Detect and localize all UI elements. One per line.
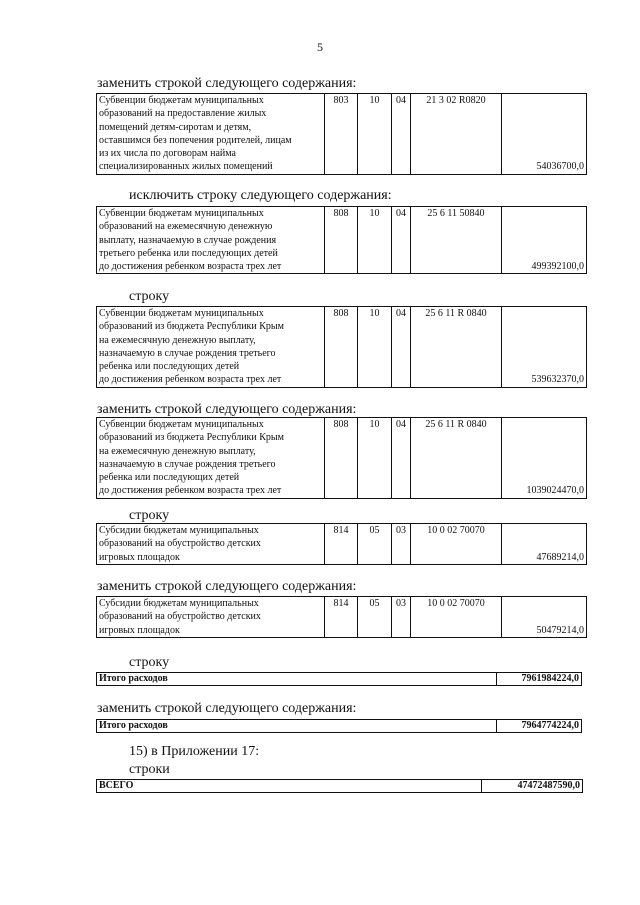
row-description: Субвенции бюджетам муниципальных образований из бюджета Республики Крым на ежемесячную денежную выплату, назначаемую в случае рождения третьего ребенка или последующих детей до достижения ребенком возраста трех лет (97, 418, 325, 499)
row-amount: 539632370,0 (502, 307, 587, 388)
section-heading: строку (129, 289, 170, 304)
total-row-table (96, 719, 582, 733)
total-amount: 7964774224,0 (497, 720, 582, 733)
section-heading: заменить строкой следующего содержания: (97, 402, 357, 417)
subsection-code: 03 (392, 597, 411, 638)
section-code: 10 (358, 418, 392, 499)
row-amount: 54036700,0 (502, 94, 587, 175)
budget-row-table (96, 596, 587, 638)
section-heading: строку (129, 508, 170, 523)
grand-total-table (96, 779, 583, 793)
subsection-code: 04 (392, 94, 411, 175)
budget-row-table (96, 523, 587, 565)
budget-row-table (96, 206, 587, 274)
budget-row-table (96, 93, 587, 175)
section-code: 10 (358, 94, 392, 175)
section-code: 05 (358, 524, 392, 565)
table-row (97, 207, 587, 274)
section-heading: строки (129, 762, 170, 777)
table-row (97, 524, 587, 565)
ministry-code: 808 (325, 207, 358, 274)
page-number: 5 (317, 40, 323, 54)
ministry-code: 814 (325, 597, 358, 638)
appendix-item: 15) в Приложении 17: (129, 744, 260, 759)
target-code: 21 3 02 R0820 (411, 94, 502, 175)
row-amount: 1039024470,0 (502, 418, 587, 499)
table-row (97, 418, 587, 499)
section-heading: заменить строкой следующего содержания: (97, 579, 357, 594)
section-code: 10 (358, 207, 392, 274)
budget-row-table (96, 306, 587, 388)
target-code: 10 0 02 70070 (411, 524, 502, 565)
section-code: 10 (358, 307, 392, 388)
row-description: Субвенции бюджетам муниципальных образований из бюджета Республики Крым на ежемесячную денежную выплату, назначаемую в случае рождения третьего ребенка или последующих детей до достижения ребенком возраста трех лет (97, 307, 325, 388)
total-label: Итого расходов (97, 673, 497, 686)
target-code: 25 6 11 50840 (411, 207, 502, 274)
subsection-code: 03 (392, 524, 411, 565)
section-code: 05 (358, 597, 392, 638)
table-row (97, 307, 587, 388)
grand-total-amount: 47472487590,0 (482, 780, 583, 793)
row-amount: 50479214,0 (502, 597, 587, 638)
target-code: 25 6 11 R 0840 (411, 418, 502, 499)
row-amount: 499392100,0 (502, 207, 587, 274)
row-description: Субвенции бюджетам муниципальных образований на предоставление жилых помещений детям-сиротам и детям, оставшимся без попечения родителей, лицам из их числа по договорам найма специализированных жилых помещений (97, 94, 325, 175)
section-heading: заменить строкой следующего содержания: (97, 76, 357, 91)
section-heading: строку (129, 655, 170, 670)
row-description: Субвенции бюджетам муниципальных образований на ежемесячную денежную выплату, назначаемую в случае рождения третьего ребенка или последующих детей до достижения ребенком возраста трех лет (97, 207, 325, 274)
ministry-code: 808 (325, 418, 358, 499)
row-amount: 47689214,0 (502, 524, 587, 565)
subsection-code: 04 (392, 307, 411, 388)
table-row (97, 780, 583, 793)
total-amount: 7961984224,0 (497, 673, 582, 686)
row-description: Субсидии бюджетам муниципальных образований на обустройство детских игровых площадок (97, 597, 325, 638)
table-row (97, 597, 587, 638)
ministry-code: 808 (325, 307, 358, 388)
target-code: 10 0 02 70070 (411, 597, 502, 638)
section-heading: исключить строку следующего содержания: (129, 188, 392, 203)
subsection-code: 04 (392, 418, 411, 499)
table-row (97, 94, 587, 175)
grand-total-label: ВСЕГО (97, 780, 482, 793)
total-label: Итого расходов (97, 720, 497, 733)
ministry-code: 803 (325, 94, 358, 175)
target-code: 25 6 11 R 0840 (411, 307, 502, 388)
row-description: Субсидии бюджетам муниципальных образований на обустройство детских игровых площадок (97, 524, 325, 565)
section-heading: заменить строкой следующего содержания: (97, 701, 357, 716)
subsection-code: 04 (392, 207, 411, 274)
budget-row-table (96, 417, 587, 499)
total-row-table (96, 672, 582, 686)
table-row (97, 673, 582, 686)
ministry-code: 814 (325, 524, 358, 565)
table-row (97, 720, 582, 733)
